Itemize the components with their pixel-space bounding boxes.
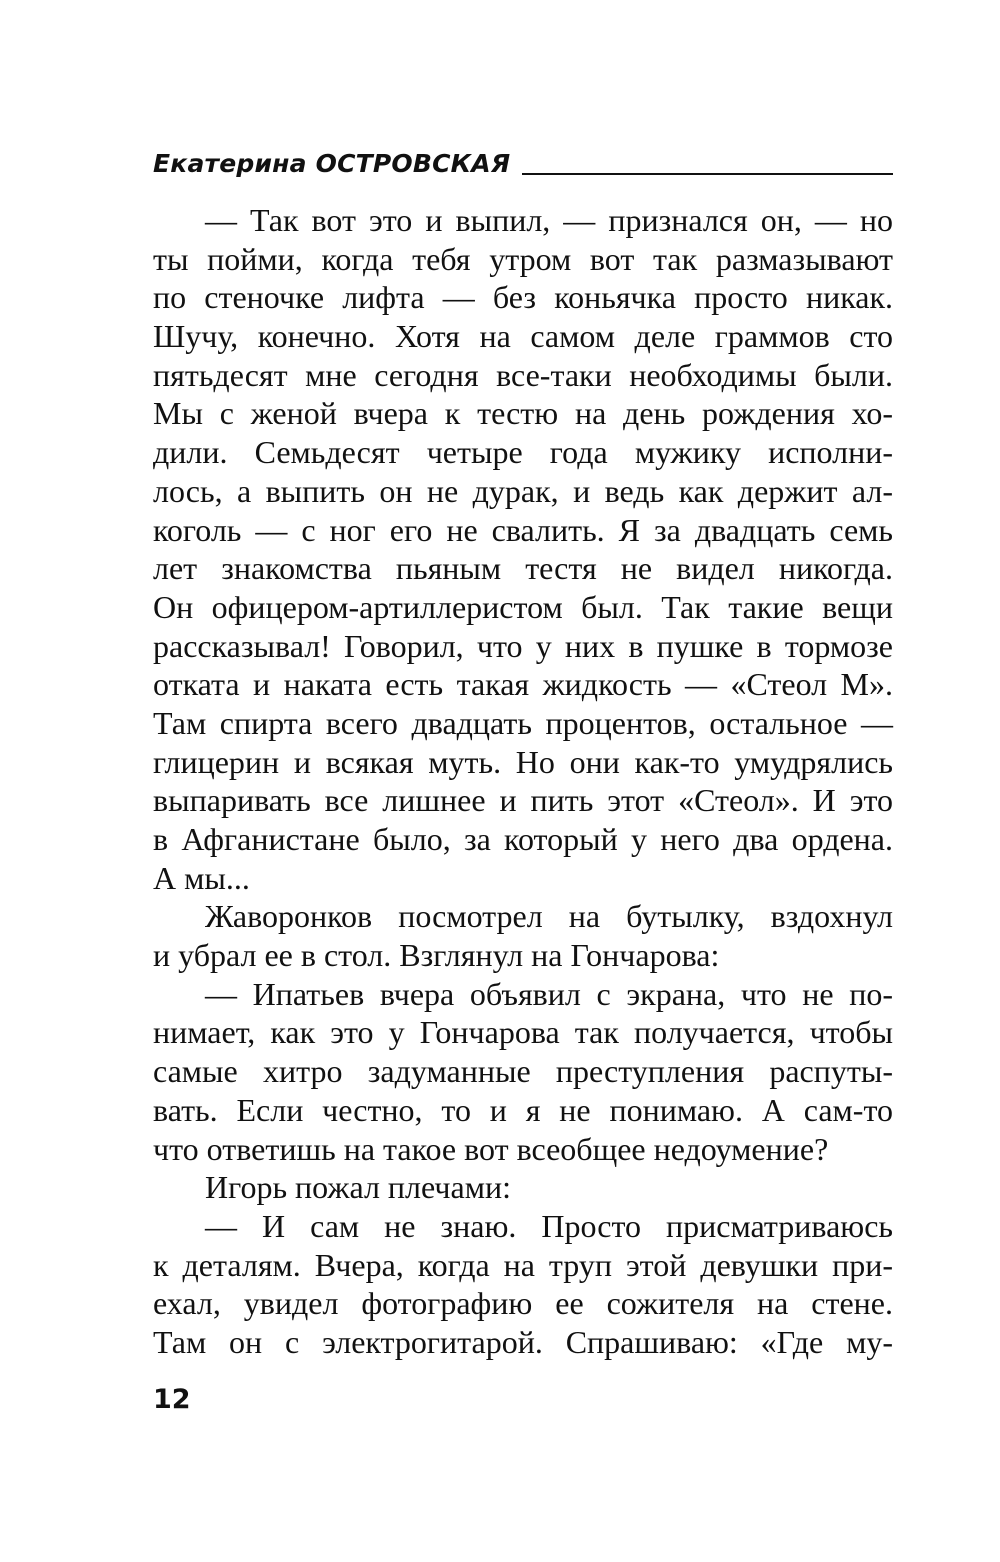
text-line: Шучу, конечно. Хотя на самом деле граммов сто: [153, 318, 893, 355]
text-line: ты пойми, когда тебя утром вот так размазывают: [153, 240, 893, 277]
text-line: отката и наката есть такая жидкость — «Стеол М».: [153, 666, 893, 703]
text-line: Там он с электрогитарой. Спрашиваю: «Где му-: [153, 1323, 893, 1360]
text-line: глицерин и всякая муть. Но они как-то умудрялись: [153, 743, 893, 780]
text-line: Он офицером-артиллеристом был. Так такие вещи: [153, 588, 893, 625]
text-line: что ответишь на такое вот всеобщее недоумение?: [153, 1130, 829, 1167]
text-line: и убрал ее в стол. Взглянул на Гончарова:: [153, 937, 720, 974]
text-line: самые хитро задуманные преступления распуты-: [153, 1053, 893, 1090]
text-line: — Так вот это и выпил, — признался он, — но: [205, 202, 893, 238]
text-line: рассказывал! Говорил, что у них в пушке в тормозе: [153, 627, 893, 664]
text-line: пятьдесят мне сегодня все-таки необходимы были.: [153, 356, 893, 393]
text-line: дили. Семьдесят четыре года мужику исполни-: [153, 434, 893, 471]
text-line: А мы...: [153, 859, 250, 896]
text-line: коголь — с ног его не свалить. Я за двадцать семь: [153, 511, 893, 548]
text-line: выпаривать все лишнее и пить этот «Стеол». И это: [153, 782, 893, 819]
body-text: [153, 201, 893, 1362]
text-line: Игорь пожал плечами:: [205, 1169, 511, 1206]
text-line: к деталям. Вчера, когда на труп этой девушки при-: [153, 1246, 893, 1283]
text-line: — И сам не знаю. Просто присматриваюсь: [205, 1207, 893, 1244]
text-line: нимает, как это у Гончарова так получается, чтобы: [153, 1014, 893, 1051]
text-line: лось, а выпить он не дурак, и ведь как держит ал-: [153, 472, 893, 509]
running-head: [153, 142, 893, 178]
text-line: Там спирта всего двадцать процентов, остальное —: [153, 704, 893, 741]
text-line: Мы с женой вчера к тестю на день рождения хо-: [153, 395, 893, 432]
header-rule: [522, 173, 893, 175]
text-line: лет знакомства пьяным тестя не видел никогда.: [153, 550, 893, 587]
text-line: Жаворонков посмотрел на бутылку, вздохнул: [205, 898, 893, 935]
text-line: — Ипатьев вчера объявил с экрана, что не по-: [205, 975, 893, 1012]
text-line: по стеночке лифта — без коньячка просто никак.: [153, 279, 893, 316]
text-line: вать. Если честно, то и я не понимаю. А сам-то: [153, 1091, 893, 1128]
text-line: в Афганистане было, за который у него два ордена.: [153, 821, 893, 857]
text-line: ехал, увидел фотографию ее сожителя на стене.: [153, 1285, 893, 1322]
page-number: 12: [153, 1384, 191, 1415]
author-name: Екатерина ОСТРОВСКАЯ: [153, 149, 511, 178]
